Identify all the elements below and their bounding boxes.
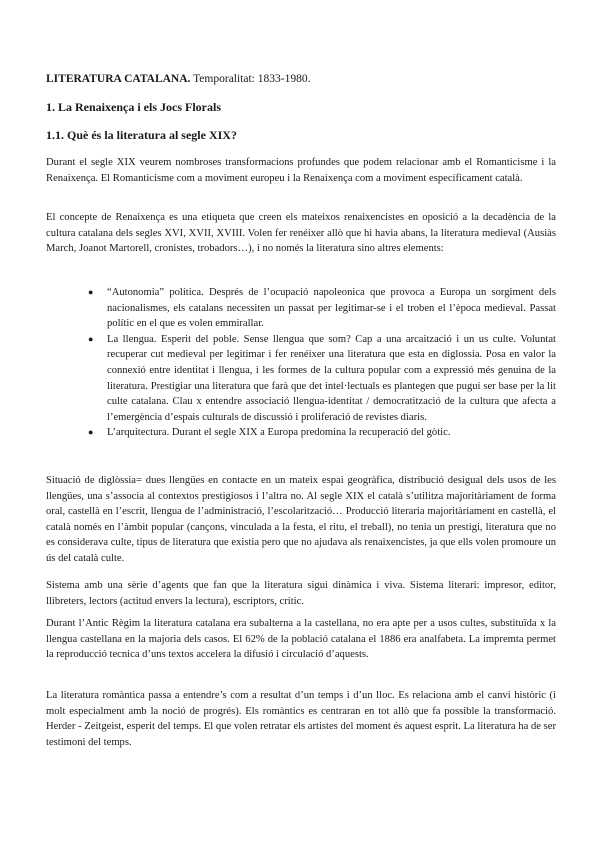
paragraph: El concepte de Renaixença es una etiqueta que creen els mateixos renaixencistes en oposició a la decadència de la cultura catalana dels segles XVI, XVII, XVIII. Volen fer renéixer allò que hi havia abans, la literatura medieval (Ausiàs March, Joanot Martorell, cronistes, trobadors…), i no només la literatura sino altres elements: <box>46 212 556 255</box>
bullet-icon: ● <box>88 287 94 297</box>
list-item <box>88 332 556 426</box>
document-title <box>46 72 310 87</box>
list-item-text: L’arquitectura. Durant el segle XIX a Europa predomina la recuperació del gòtic. <box>107 427 451 439</box>
bullet-icon: ● <box>88 333 94 344</box>
paragraph: Durant l’Antic Règim la literatura catalana era subalterna a la castellana, no era apte per a usos cultes, substituïda x la llengua castellana en la majoria dels casos. El 62% de la població catalana el 1886 era analfabeta. La impremta permet la reproducció tecnica d’uns textos accelera la difusió i circulació d’aquests. <box>46 618 556 661</box>
subsection-heading: 1.1. Què és la literatura al segle XIX? <box>46 128 237 142</box>
list-item <box>88 425 556 441</box>
bullet-icon: ● <box>88 427 94 438</box>
title-main: LITERATURA CATALANA. <box>46 73 191 85</box>
paragraph: La literatura romàntica passa a entendre’s com a resultat d’un temps i d’un lloc. Es relaciona amb el canvi històric (i molt especialment amb la noció de progrés). Els romàntics es centraran en tot allò que fa possible la transformació. Herder - Zeitgeist, esperit del temps. El que volen retratar els artistes del moment és aquest esprit. La literatura ha de ser testimoni del temps. <box>46 690 556 748</box>
paragraph: Situació de diglòssia= dues llengües en contacte en un mateix espai geogràfica, distribució desigual dels usos de les llengües, una s’associa al contextos prestigiosos i l’altra no. Al segle XIX el català s’utilitza majoritàriament de forma oral, castellà en l’escrit, llengua de l’administració, l’escolarització… Producció literaria majoritàriament en castellà, el català només en l’àmbit popular (cançons, vinculada a la festa, el ritu, el treball), no tenia un prestigi, literatura que no es considerava culte, tipus de literatura que existia pero que no ajudava als renaixencistes, ja que ells volen promoure un ús del català culte. <box>46 475 556 564</box>
list-item <box>88 285 556 332</box>
list-item-text: La llengua. Esperit del poble. Sense llengua que som? Cap a una arcaització i un us culte. Voluntat recuperar cut medieval per legitimar i fer renéixer una literatura que esta en diglossia. Posa en valor la connexió entre identitat i llengua, i les formes de la cultura popular com a expressió més genuina de la literatura. Prestigiar una literatura que farà que det intel·lectuals es plantegen que pugui ser base per la lit culte catalana. Clau x entendre associació llengua-identitat / democratització de la cultura que afecta a l’emergència d’espais culturals de discussió i proliferació de revistes diaris. <box>107 333 556 423</box>
paragraph: Durant el segle XIX veurem nombroses transformacions profundes que podem relacionar amb el Romanticisme i la Renaixença. El Romanticisme com a moviment europeu i la Renaixença com a moviment específicament català. <box>46 157 556 184</box>
bullet-list <box>88 285 556 441</box>
title-period: Temporalitat: 1833-1980. <box>190 73 311 85</box>
section-heading: 1. La Renaixença i els Jocs Florals <box>46 100 221 114</box>
paragraph: Sistema amb una sèrie d’agents que fan que la literatura sigui dinàmica i viva. Sistema literari: impresor, editor, llibreters, lectors (actitud envers la lectura), escriptors, crític. <box>46 580 556 607</box>
list-item-text: “Autonomia” política. Després de l’ocupació napoleonica que provoca a Europa un sorgiment dels nacionalismes, els catalans necessiten un passat per legitimar-se i el troben el l’època medieval. Passat polític en el que es volen emmirallar. <box>107 287 556 330</box>
